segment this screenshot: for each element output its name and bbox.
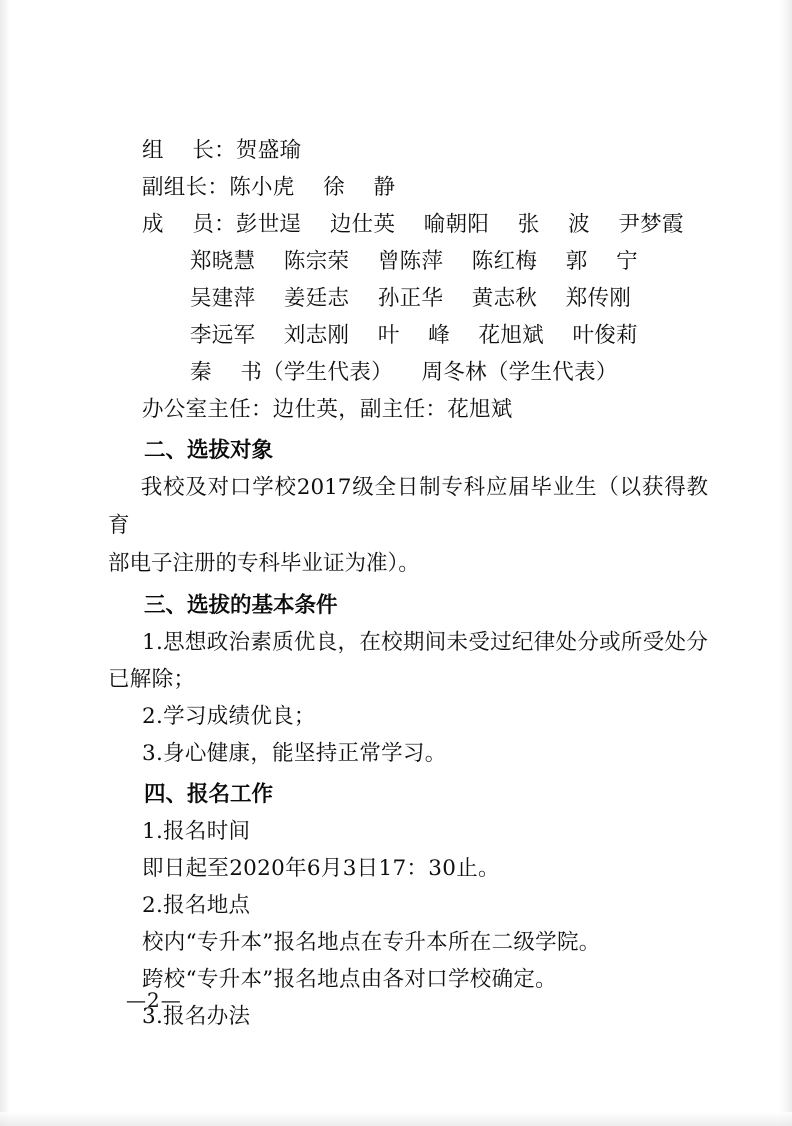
- section-3-item-1: 1.思想政治素质优良，在校期间未受过纪律处分或所受处分: [142, 630, 709, 655]
- group-leader-line: 组 长：贺盛瑜: [142, 138, 302, 163]
- members-line-2: 郑晓慧 陈宗荣 曾陈萍 陈红梅 郭 宁: [190, 249, 638, 274]
- section-heading-4: 四、报名工作: [144, 782, 274, 807]
- section-4-location-internal: 校内“专升本”报名地点在专升本所在二级学院。: [142, 930, 601, 955]
- section-4-item-1: 1.报名时间: [142, 819, 251, 844]
- document-body: [108, 132, 708, 1035]
- members-block: [108, 132, 708, 428]
- section-2-paragraph-tail: 部电子注册的专科毕业证为准）。: [108, 551, 420, 576]
- section-4-item-3: 3.报名办法: [142, 1004, 251, 1029]
- section-3-item-1-cont: 已解除；: [108, 667, 196, 692]
- scan-edge-left: [0, 0, 10, 1126]
- section-2-paragraph-head: 我校及对口学校2017级全日制专科应届毕业生（以获得教育: [108, 475, 708, 538]
- members-line-3: 吴建萍 姜廷志 孙正华 黄志秋 郑传刚: [190, 286, 632, 311]
- section-heading-3: 三、选拔的基本条件: [144, 593, 338, 618]
- page-number: —2—: [126, 988, 182, 1012]
- section-heading-2: 二、选拔对象: [144, 438, 274, 463]
- members-line-5: 秦 书（学生代表） 周冬林（学生代表）: [190, 360, 618, 385]
- section-2-paragraph: [108, 469, 708, 583]
- members-line-1: 成 员：彭世逞 边仕英 喻朝阳 张 波 尹梦霞: [142, 212, 684, 237]
- deputy-leader-line: 副组长：陈小虎 徐 静: [142, 175, 396, 200]
- section-3-item-2: 2.学习成绩优良；: [142, 704, 316, 729]
- scan-edge-right: [780, 0, 792, 1126]
- scan-edge-bottom: [0, 1112, 792, 1126]
- section-4-location-external: 跨校“专升本”报名地点由各对口学校确定。: [142, 967, 557, 992]
- section-3-item-3: 3.身心健康，能坚持正常学习。: [142, 741, 447, 766]
- office-director-line: 办公室主任：边仕英，副主任：花旭斌: [142, 397, 513, 422]
- section-4-item-2: 2.报名地点: [142, 893, 251, 918]
- section-4-registration-time: 即日起至2020年6月3日17：30止。: [142, 856, 500, 881]
- members-line-4: 李远军 刘志刚 叶 峰 花旭斌 叶俊莉: [190, 323, 638, 348]
